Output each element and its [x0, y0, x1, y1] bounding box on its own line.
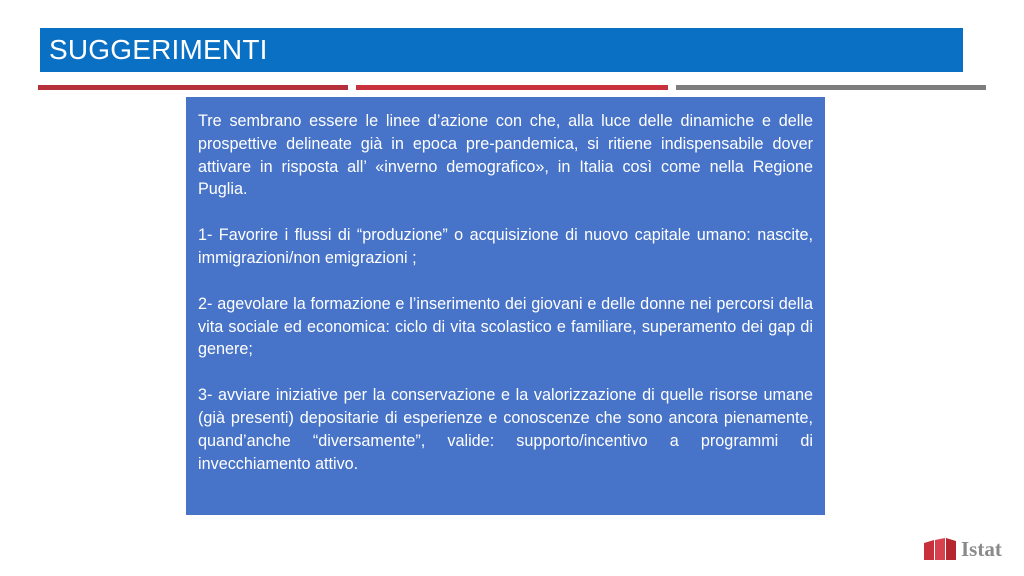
- intro-paragraph: Tre sembrano essere le linee d’azione con che, alla luce delle dinamiche e delle prospettive delineate già in epoca pre-pandemica, si ritiene indispensabile dover attivare in risposta all’ «inverno demografico», in Italia così come nella Regione Puglia.: [198, 112, 813, 199]
- divider-stripe-right: [676, 85, 986, 90]
- istat-logo-icon: [924, 538, 958, 560]
- suggestion-item-2: 2- agevolare la formazione e l’inserimento dei giovani e delle donne nei percorsi della vita sociale ed economica: ciclo di vita scolastico e familiare, superamento dei gap di genere;: [198, 294, 813, 359]
- divider-stripe-middle: [356, 85, 668, 90]
- divider-stripe-left: [38, 85, 348, 90]
- slide-title: SUGGERIMENTI: [49, 34, 268, 65]
- content-box: [186, 97, 825, 515]
- suggestion-item-1: 1- Favorire i flussi di “produzione” o acquisizione di nuovo capitale umano: nascite, immigrazioni/non emigrazioni ;: [198, 226, 813, 267]
- title-bar: [40, 28, 963, 72]
- istat-logo: [924, 536, 1004, 562]
- logo-text: Istat: [961, 537, 1002, 561]
- suggestion-item-3: 3- avviare iniziative per la conservazione e la valorizzazione di quelle risorse umane (già presenti) depositarie di esperienze e conoscenze che sono ancora pienamente, quand’anche “diversamente”, valide: supporto/incentivo a programmi di invecchiamento attivo.: [198, 386, 813, 473]
